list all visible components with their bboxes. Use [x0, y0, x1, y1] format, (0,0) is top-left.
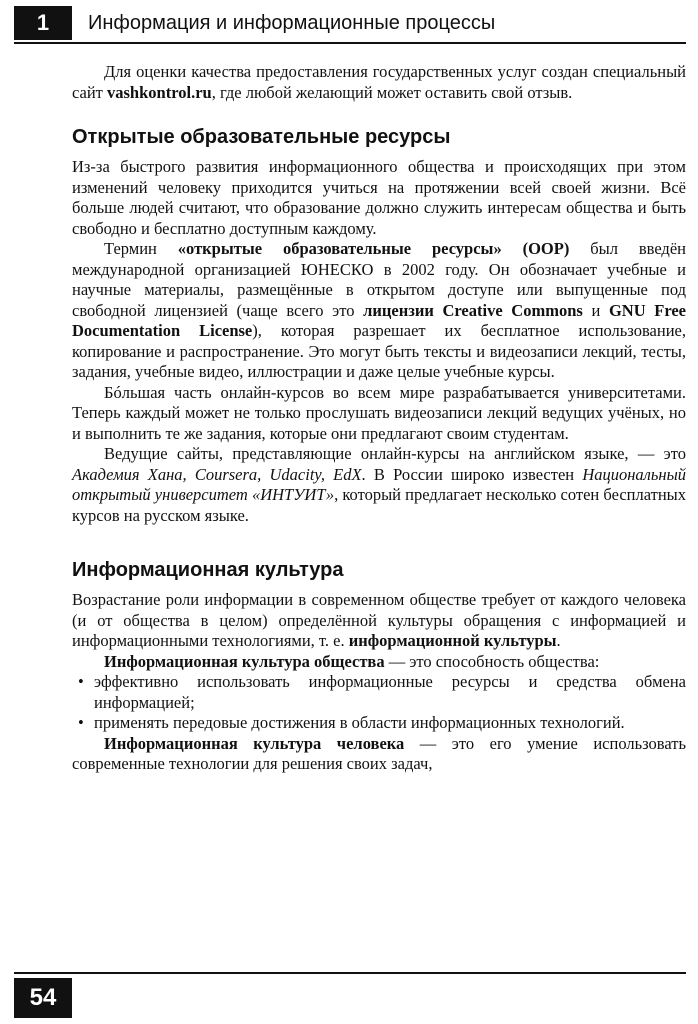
term: информационной культуры [348, 631, 557, 650]
paragraph: Термин «открытые образовательные ресурсы» (ООР) был введён международной организацией ЮНЕСКО в 2002 году. Он обозначает учебные и научные материалы, размещённые в открытом доступе или выпущенные под свободной лицензией (чаще всего это лицензии Creative Commons и GNU Free Documentation License), которая разрешает их бесплатное использование, копирование и распространение. Это могут быть тексты и видеозаписи лекций, тесты, задания, учебные видео, иллюстрации и даже целые учебные курсы. [72, 239, 686, 381]
paragraph: Из-за быстрого развития информационного общества и происходящих при этом изменений человеку приходится учиться на протяжении всей своей жизни. Всё больше людей считают, что образование должно служить интересам общества и быть свободно и бесплатно доступным каждому. [72, 157, 686, 238]
term: Информационная культура общества [104, 651, 385, 671]
page-number: 54 [14, 978, 72, 1018]
section-heading-info-culture: Информационная культура [72, 559, 344, 581]
list-item: • эффективно использовать информационные ресурсы и средства обмена информацией; [94, 672, 686, 713]
section-heading-open-resources: Открытые образовательные ресурсы [72, 126, 451, 148]
paragraph: Информационная культура человека — это его умение использовать современные технологии для решения своих задач, [72, 733, 687, 773]
term: лицензии Creative Commons [363, 300, 583, 320]
list-item: • применять передовые достижения в области информационных технологий. [94, 713, 686, 734]
italic-names: Национальный открытый университет «ИНТУИТ» [72, 464, 686, 504]
paragraph: Ведущие сайты, представляющие онлайн-курсы на английском языке, — это Академия Хана, Coursera, Udacity, EdX. В России широко известен Национальный открытый университет «ИНТУИТ», который предлагает несколько сотен бесплатных курсов на русском языке. [72, 444, 686, 525]
term: Информационная культура человека [104, 733, 405, 753]
running-header [14, 6, 686, 44]
bullet-list [72, 672, 686, 734]
paragraph: Бóльшая часть онлайн-курсов во всем мире разрабатывается университетами. Теперь каждый может не только прослушать видеозаписи лекций ведущих учёных, но и выполнить те же задания, которые они предлагают своим студентам. [72, 382, 686, 443]
term: «открытые образовательные ресурсы» (ООР) [177, 239, 570, 258]
page-body [72, 62, 686, 775]
intro-paragraph: Для оценки качества предоставления государственных услуг создан специальный сайт vashkontrol.ru, где любой желающий может оставить свой отзыв. [72, 62, 686, 102]
chapter-number-badge: 1 [14, 6, 72, 40]
footer-rule [14, 972, 686, 974]
paragraph: Возрастание роли информации в современном обществе требует от каждого человека (и от общества в целом) определённой культуры обращения с информацией и информационными технологиями, т. е. информационной культуры. [72, 590, 686, 650]
chapter-title: Информация и информационные процессы [88, 12, 496, 34]
italic-names: Академия Хана, Coursera, Udacity, EdX [72, 464, 362, 484]
term: GNU Free Documentation License [72, 300, 686, 340]
paragraph: Информационная культура общества — это способность общества: [104, 651, 600, 671]
site-link-text: vashkontrol.ru [107, 82, 212, 102]
